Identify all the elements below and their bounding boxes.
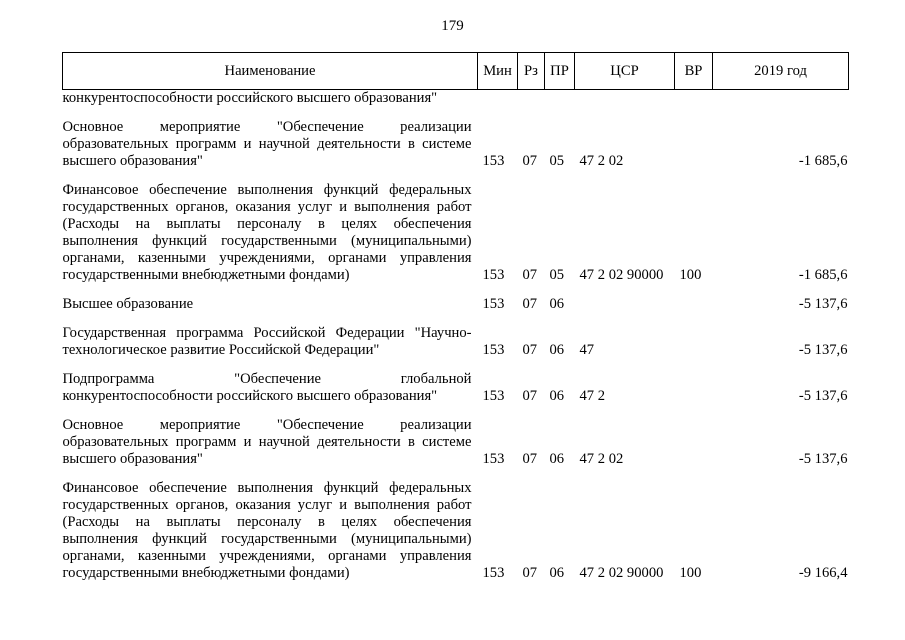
- header-year: 2019 год: [713, 53, 849, 90]
- row-pr: [545, 90, 575, 108]
- row-amount: [713, 90, 849, 108]
- row-rz: 07: [522, 342, 538, 358]
- table-row: [63, 107, 849, 170]
- row-min: 153: [482, 565, 505, 581]
- row-amount: -5 137,6: [798, 451, 848, 467]
- table-row: [63, 468, 849, 582]
- row-vr: [675, 359, 713, 405]
- page-number: 179: [441, 18, 464, 34]
- header-csr: ЦСР: [575, 53, 675, 90]
- row-min: 153: [482, 296, 505, 312]
- row-csr: 47 2 02: [579, 153, 624, 169]
- row-name: Основное мероприятие "Обеспечение реализации образовательных программ и научной деятельности в системе высшего образования": [62, 119, 472, 169]
- header-name: Наименование: [63, 53, 478, 90]
- table-row: [63, 313, 849, 359]
- row-vr: [675, 284, 713, 313]
- row-rz: 07: [522, 267, 538, 283]
- row-name: Подпрограмма "Обеспечение глобальной конкурентоспособности российского высшего образования": [62, 371, 472, 404]
- row-csr: 47 2 02: [579, 451, 624, 467]
- row-min: 153: [482, 451, 505, 467]
- row-csr: 47 2: [579, 388, 606, 404]
- row-min: 153: [482, 153, 505, 169]
- row-pr: 05: [549, 267, 565, 283]
- row-pr: 06: [549, 565, 565, 581]
- row-amount: -5 137,6: [798, 388, 848, 404]
- row-amount: -5 137,6: [798, 342, 848, 358]
- row-rz: 07: [522, 296, 538, 312]
- table-header-row: [63, 53, 849, 90]
- row-rz: 07: [522, 153, 538, 169]
- table-row: [63, 284, 849, 313]
- row-rz: 07: [522, 388, 538, 404]
- row-vr: [675, 313, 713, 359]
- table-row: [63, 405, 849, 468]
- row-pr: 06: [549, 388, 565, 404]
- row-name: Государственная программа Российской Федерации "Научно-технологическое развитие Российской Федерации": [62, 325, 472, 358]
- row-amount: -1 685,6: [798, 153, 848, 169]
- row-rz: 07: [522, 451, 538, 467]
- row-pr: 06: [549, 342, 565, 358]
- row-rz: [518, 90, 545, 108]
- row-rz: 07: [522, 565, 538, 581]
- row-csr: [575, 90, 675, 108]
- table-row: [63, 359, 849, 405]
- row-name: Высшее образование: [62, 296, 194, 312]
- row-vr: [675, 90, 713, 108]
- row-name: Финансовое обеспечение выполнения функций федеральных государственных органов, оказания услуг и выполнения работ (Расходы на выплаты персоналу в целях обеспечения выполнения функций государственными (муниципальными) органами, казенными учреждениями, органами управления государственными внебюджетными фондами): [62, 480, 472, 581]
- row-name: Финансовое обеспечение выполнения функций федеральных государственных органов, оказания услуг и выполнения работ (Расходы на выплаты персоналу в целях обеспечения выполнения функций государственными (муниципальными) органами, казенными учреждениями, органами управления государственными внебюджетными фондами): [62, 182, 472, 283]
- row-csr: 47 2 02 90000: [579, 565, 664, 581]
- row-min: 153: [482, 388, 505, 404]
- row-name: Основное мероприятие "Обеспечение реализации образовательных программ и научной деятельности в системе высшего образования": [62, 417, 472, 467]
- header-vr: ВР: [675, 53, 713, 90]
- row-min: 153: [482, 267, 505, 283]
- row-min: 153: [482, 342, 505, 358]
- row-name: конкурентоспособности российского высшего образования": [62, 90, 438, 106]
- table-row: [63, 90, 849, 108]
- row-vr: 100: [679, 565, 702, 581]
- table-row: [63, 170, 849, 284]
- row-csr: 47 2 02 90000: [579, 267, 664, 283]
- row-csr: 47: [579, 342, 595, 358]
- row-pr: 06: [549, 451, 565, 467]
- header-rz: Рз: [518, 53, 545, 90]
- row-csr: [575, 284, 675, 313]
- budget-table: [62, 52, 849, 582]
- header-min: Мин: [478, 53, 518, 90]
- header-pr: ПР: [545, 53, 575, 90]
- row-min: [478, 90, 518, 108]
- row-pr: 06: [549, 296, 565, 312]
- row-amount: -5 137,6: [798, 296, 848, 312]
- row-vr: 100: [679, 267, 702, 283]
- row-amount: -1 685,6: [798, 267, 848, 283]
- row-vr: [675, 107, 713, 170]
- row-vr: [675, 405, 713, 468]
- row-pr: 05: [549, 153, 565, 169]
- row-amount: -9 166,4: [798, 565, 848, 581]
